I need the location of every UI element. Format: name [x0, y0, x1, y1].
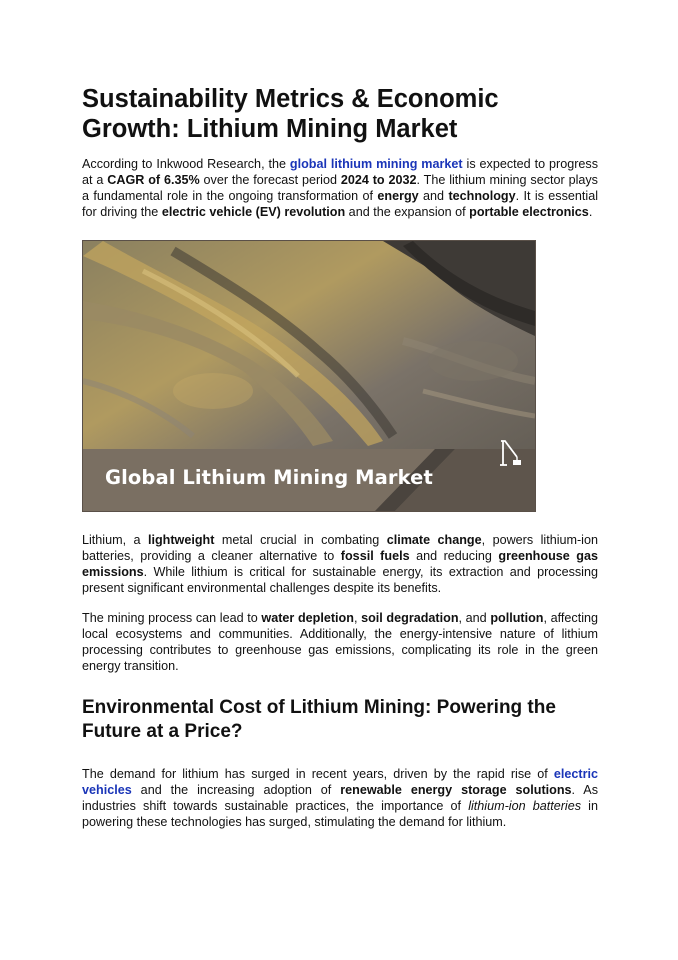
intro-forecast-period: 2024 to 2032: [340, 173, 417, 187]
p4-text-1: The demand for lithium has surged in recent years, driven by the rapid rise of: [82, 767, 554, 781]
demand-paragraph: [82, 766, 598, 830]
intro-text-3: over the forecast period: [199, 173, 341, 187]
p4-text-2: and the increasing adoption of: [131, 783, 341, 797]
p2-fossil-fuels: fossil fuels: [340, 549, 410, 563]
intro-technology: technology: [448, 189, 516, 203]
p2-lightweight: lightweight: [147, 533, 215, 547]
p3-soil-degradation: soil degradation: [361, 611, 459, 625]
crane-icon: [497, 439, 525, 467]
lithium-overview-paragraph: [82, 532, 598, 596]
p3-pollution: pollution: [490, 611, 544, 625]
p4-lithium-ion-batteries: lithium-ion batteries: [468, 799, 582, 813]
intro-text-7: and the expansion of: [345, 205, 470, 219]
intro-text-6: . It is essential for driving the: [82, 189, 598, 219]
p3-text-2: ,: [353, 611, 362, 625]
p2-ghg-emissions: greenhouse gas emissions: [82, 549, 598, 579]
document-page: [82, 84, 598, 830]
figure-banner-title: Global Lithium Mining Market: [105, 466, 433, 489]
intro-text-1: According to Inkwood Research, the: [82, 157, 290, 171]
page-title: Sustainability Metrics & Economic Growth: Lithium Mining Market: [82, 85, 499, 143]
intro-text-2: is expected to progress at a: [82, 157, 599, 187]
intro-text-5: and: [418, 189, 449, 203]
p4-text-4: in powering these technologies has surged, stimulating the demand for lithium.: [82, 799, 598, 829]
section-heading-environmental-cost: Environmental Cost of Lithium Mining: Powering the Future at a Price?: [82, 697, 556, 742]
intro-text-4: . The lithium mining sector plays a fundamental role in the ongoing transformation of: [82, 173, 598, 203]
p2-text-2: metal crucial in combating: [214, 533, 387, 547]
electric-vehicles-link[interactable]: electric vehicles: [82, 767, 598, 797]
intro-text-8: .: [588, 205, 593, 219]
p3-text-1: The mining process can lead to: [82, 611, 262, 625]
mining-impact-paragraph: [82, 610, 598, 674]
global-lithium-market-link[interactable]: global lithium mining market: [289, 157, 463, 171]
p2-text-4: and reducing: [409, 549, 499, 563]
lithium-mine-figure: [82, 240, 536, 512]
p4-text-3: . As industries shift towards sustainable practices, the importance of: [82, 783, 598, 813]
p3-text-4: , affecting local ecosystems and communities. Additionally, the energy-intensive nature of lithium processing contributes to greenhouse gas emissions, complicating its role in the green energy transition.: [82, 611, 599, 673]
p2-text-5: . While lithium is critical for sustainable energy, its extraction and processing present significant environmental challenges despite its benefits.: [82, 565, 598, 595]
p3-water-depletion: water depletion: [261, 611, 354, 625]
p4-renewable-storage: renewable energy storage solutions: [340, 783, 572, 797]
intro-portable-electronics: portable electronics: [469, 205, 589, 219]
p2-climate-change: climate change: [386, 533, 482, 547]
p2-text-1: Lithium, a: [82, 533, 148, 547]
intro-paragraph: [82, 156, 598, 220]
p2-text-3: , powers lithium-ion batteries, providing a cleaner alternative to: [82, 533, 598, 563]
p3-text-3: , and: [458, 611, 491, 625]
intro-ev-revolution: electric vehicle (EV) revolution: [161, 205, 346, 219]
intro-cagr: CAGR of 6.35%: [107, 173, 200, 187]
intro-energy: energy: [377, 189, 419, 203]
